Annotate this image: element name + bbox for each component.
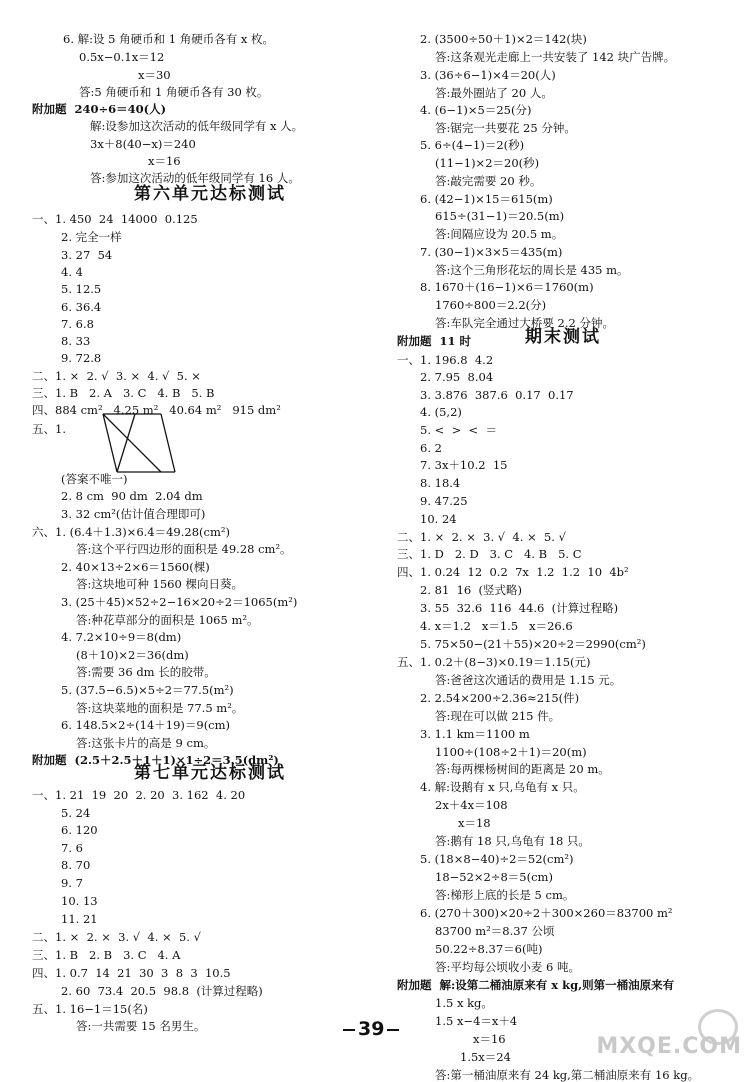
text-line: 答:这块菜地的面积是 77.5 m²。 [76, 701, 244, 715]
text-line: 五、1. [32, 422, 66, 436]
text-line: 一、1. 450 24 14000 0.125 [32, 212, 198, 226]
figure-right-edge [161, 414, 175, 472]
text-line: 四、1. 0.24 12 0.2 7x 1.2 1.2 10 4b² [397, 565, 629, 579]
text-line: 2. 7.95 8.04 [420, 370, 494, 384]
text-line: 附加题 240÷6＝40(人) [32, 102, 167, 116]
text-line: 六、1. (6.4＋1.3)×6.4＝49.28(cm²) [32, 525, 230, 539]
text-line: 11. 21 [61, 912, 98, 926]
text-line: 答:这个平行四边形的面积是 49.28 cm²。 [76, 542, 292, 556]
text-line: 5. 24 [61, 806, 91, 820]
text-line: 2. 40×13÷2×6＝1560(棵) [61, 560, 210, 574]
text-line: 4. (6−1)×5＝25(分) [420, 103, 532, 117]
text-line: 7. 6 [61, 841, 83, 855]
text-line: 3x＋8(40−x)＝240 [90, 137, 196, 151]
text-line: 1.5 x−4＝x＋4 [435, 1014, 518, 1028]
text-line: 答:间隔应设为 20.5 m。 [435, 227, 564, 241]
text-line: 50.22÷8.37＝6(吨) [435, 942, 543, 956]
page-number [340, 1018, 402, 1040]
text-line: 三、1. B 2. B 3. C 4. A [32, 948, 181, 962]
text-line: 7. 3x＋10.2 15 [420, 458, 508, 472]
text-line: 3. (25＋45)×52÷2−16×20÷2＝1065(m²) [61, 595, 298, 609]
text-line: x＝30 [138, 68, 171, 82]
text-line: 解:设参加这次活动的低年级同学有 x 人。 [90, 119, 304, 133]
text-line: 1.5x＝24 [460, 1050, 511, 1064]
text-line: 1.5 x kg。 [435, 996, 493, 1010]
text-line: 6. 解:设 5 角硬币和 1 角硬币各有 x 枚。 [63, 32, 275, 46]
text-line: 答:梯形上底的长是 5 cm。 [435, 888, 575, 902]
text-line: 4. 7.2×10÷9＝8(dm) [61, 630, 182, 644]
watermark-text: MXQE.COM [596, 1034, 742, 1059]
text-line: 2. 60 73.4 20.5 98.8 (计算过程略) [61, 984, 263, 998]
text-line: 7. 6.8 [61, 317, 94, 331]
text-line: 3. 1.1 km＝1100 m [420, 727, 530, 741]
text-line: 二、1. × 2. × 3. √ 4. × 5. √ [32, 930, 201, 944]
text-line: 8. 70 [61, 858, 91, 872]
text-line: 10. 24 [420, 512, 457, 526]
text-line: (11−1)×2＝20(秒) [435, 156, 540, 170]
text-line: 四、884 cm² 4.25 m² 40.64 m² 915 dm² [32, 403, 281, 417]
text-line: 8. 33 [61, 334, 91, 348]
text-line: 答:最外圈站了 20 人。 [435, 86, 553, 100]
text-line: 5. (18×8−40)÷2＝52(cm²) [420, 852, 574, 866]
text-line: 答:平均每公顷收小麦 6 吨。 [435, 960, 581, 974]
text-line: 五、1. 0.2＋(8−3)×0.19＝1.15(元) [397, 655, 591, 669]
text-line: 答:第一桶油原来有 24 kg,第二桶油原来有 16 kg。 [435, 1068, 700, 1082]
text-line: 二、1. × 2. × 3. √ 4. × 5. √ [397, 530, 566, 544]
text-line: 6. (270＋300)×20÷2＋300×260＝83700 m² [420, 906, 673, 920]
text-line: 9. 47.25 [420, 494, 468, 508]
text-line: 答:5 角硬币和 1 角硬币各有 30 枚。 [79, 85, 269, 99]
text-line: 5. < > < ＝ [420, 423, 497, 437]
page-number-value: 39 [358, 1018, 385, 1040]
section-heading: 第七单元达标测试 [134, 763, 286, 783]
text-line: 答:这个三角形花坛的周长是 435 m。 [435, 263, 629, 277]
text-line: 答:参加这次活动的低年级同学有 16 人。 [90, 171, 300, 185]
text-line: 答:一共需要 15 名男生。 [76, 1019, 206, 1033]
text-line: 5. 75×50−(21＋55)×20÷2＝2990(cm²) [420, 637, 646, 651]
text-line: 18−52×2÷8＝5(cm) [435, 870, 553, 884]
text-line: 2. 2.54×200÷2.36≈215(件) [420, 691, 580, 705]
text-line: 附加题 11 时 [397, 334, 472, 348]
text-line: 615÷(31−1)＝20.5(m) [435, 209, 565, 223]
text-line: 附加题 解:设第二桶油原来有 x kg,则第一桶油原来有 [397, 978, 675, 992]
text-line: (答案不唯一) [61, 472, 128, 486]
text-line: 6. (42−1)×15＝615(m) [420, 192, 553, 206]
text-line: x＝16 [473, 1032, 506, 1046]
text-line: 答:车队完全通过大桥要 2.2 分钟。 [435, 316, 614, 330]
text-line: 3. 3.876 387.6 0.17 0.17 [420, 388, 574, 402]
text-line: 答:爸爸这次通话的费用是 1.15 元。 [435, 673, 622, 687]
text-line: 答:每两棵杨树间的距离是 20 m。 [435, 762, 610, 776]
text-line: 附加题 (2.5＋2.5＋1＋1)×1÷2＝3.5(dm²) [32, 753, 279, 767]
text-line: 三、1. D 2. D 3. C 4. B 5. C [397, 547, 582, 561]
text-line: 三、1. B 2. A 3. C 4. B 5. B [32, 386, 215, 400]
text-line: 3. 55 32.6 116 44.6 (计算过程略) [420, 601, 619, 615]
text-line: 6. 120 [61, 823, 98, 837]
text-line: 1100÷(108÷2＋1)＝20(m) [435, 745, 587, 759]
text-line: 二、1. × 2. √ 3. × 4. √ 5. × [32, 369, 201, 383]
text-line: 9. 7 [61, 876, 83, 890]
watermark [596, 1005, 750, 1063]
text-line: 2. 81 16 (竖式略) [420, 583, 522, 597]
text-line: 答:锯完一共要花 25 分钟。 [435, 121, 576, 135]
text-line: 1760÷800＝2.2(分) [435, 298, 547, 312]
text-line: 2. 完全一样 [61, 230, 122, 244]
text-line: 6. 36.4 [61, 300, 102, 314]
text-line: 0.5x−0.1x＝12 [79, 50, 165, 64]
text-line: 83700 m²＝8.37 公顷 [435, 924, 555, 938]
parallelogram-figure [101, 412, 181, 476]
text-line: 2. (3500÷50＋1)×2＝142(块) [420, 32, 587, 46]
text-line: 9. 72.8 [61, 351, 102, 365]
text-line: 答:现在可以做 215 件。 [435, 709, 561, 723]
text-line: 答:鹅有 18 只,乌龟有 18 只。 [435, 834, 590, 848]
section-heading: 第六单元达标测试 [134, 184, 286, 204]
text-line: 2. 8 cm 90 dm 2.04 dm [61, 489, 203, 503]
text-line: 五、1. 16−1＝15(名) [32, 1002, 148, 1016]
text-line: x＝16 [148, 154, 181, 168]
text-line: 5. (37.5−6.5)×5÷2＝77.5(m²) [61, 683, 234, 697]
text-line: 4. 4 [61, 265, 83, 279]
text-line: 7. (30−1)×3×5＝435(m) [420, 245, 563, 259]
text-line: 3. 32 cm²(估计值合理即可) [61, 507, 206, 521]
text-line: 答:种花草部分的面积是 1065 m²。 [76, 613, 259, 627]
text-line: 2x＋4x＝108 [435, 798, 508, 812]
text-line: (8＋10)×2＝36(dm) [76, 648, 189, 662]
text-line: 3. 27 54 [61, 248, 113, 262]
text-line: 5. 6÷(4−1)＝2(秒) [420, 138, 525, 152]
section-heading: 期末测试 [525, 327, 601, 347]
text-line: 6. 148.5×2÷(14＋19)＝9(cm) [61, 718, 231, 732]
text-line: x＝18 [458, 816, 491, 830]
text-line: 10. 13 [61, 894, 98, 908]
text-line: 5. 12.5 [61, 282, 102, 296]
figure-left-edge [103, 414, 117, 472]
text-line: 一、1. 21 19 20 2. 20 3. 162 4. 20 [32, 788, 246, 802]
text-line: 4. x＝1.2 x＝1.5 x＝26.6 [420, 619, 573, 633]
text-line: 8. 18.4 [420, 476, 461, 490]
text-line: 答:敲完需要 20 秒。 [435, 174, 542, 188]
text-line: 4. 解:设鹅有 x 只,乌龟有 x 只。 [420, 780, 585, 794]
text-line: 8. 1670＋(16−1)×6＝1760(m) [420, 280, 594, 294]
text-line: 3. (36÷6−1)×4＝20(人) [420, 68, 556, 82]
text-line: 答:这张卡片的高是 9 cm。 [76, 736, 216, 750]
text-line: 答:这块地可种 1560 棵向日葵。 [76, 577, 243, 591]
text-line: 一、1. 196.8 4.2 [397, 353, 494, 367]
text-line: 答:这条观光走廊上一共安装了 142 块广告牌。 [435, 50, 676, 64]
text-line: 答:需要 36 dm 长的胶带。 [76, 665, 216, 679]
text-line: 四、1. 0.7 14 21 30 3 8 3 10.5 [32, 966, 231, 980]
text-line: 4. (5,2) [420, 405, 462, 419]
text-line: 6. 2 [420, 441, 442, 455]
